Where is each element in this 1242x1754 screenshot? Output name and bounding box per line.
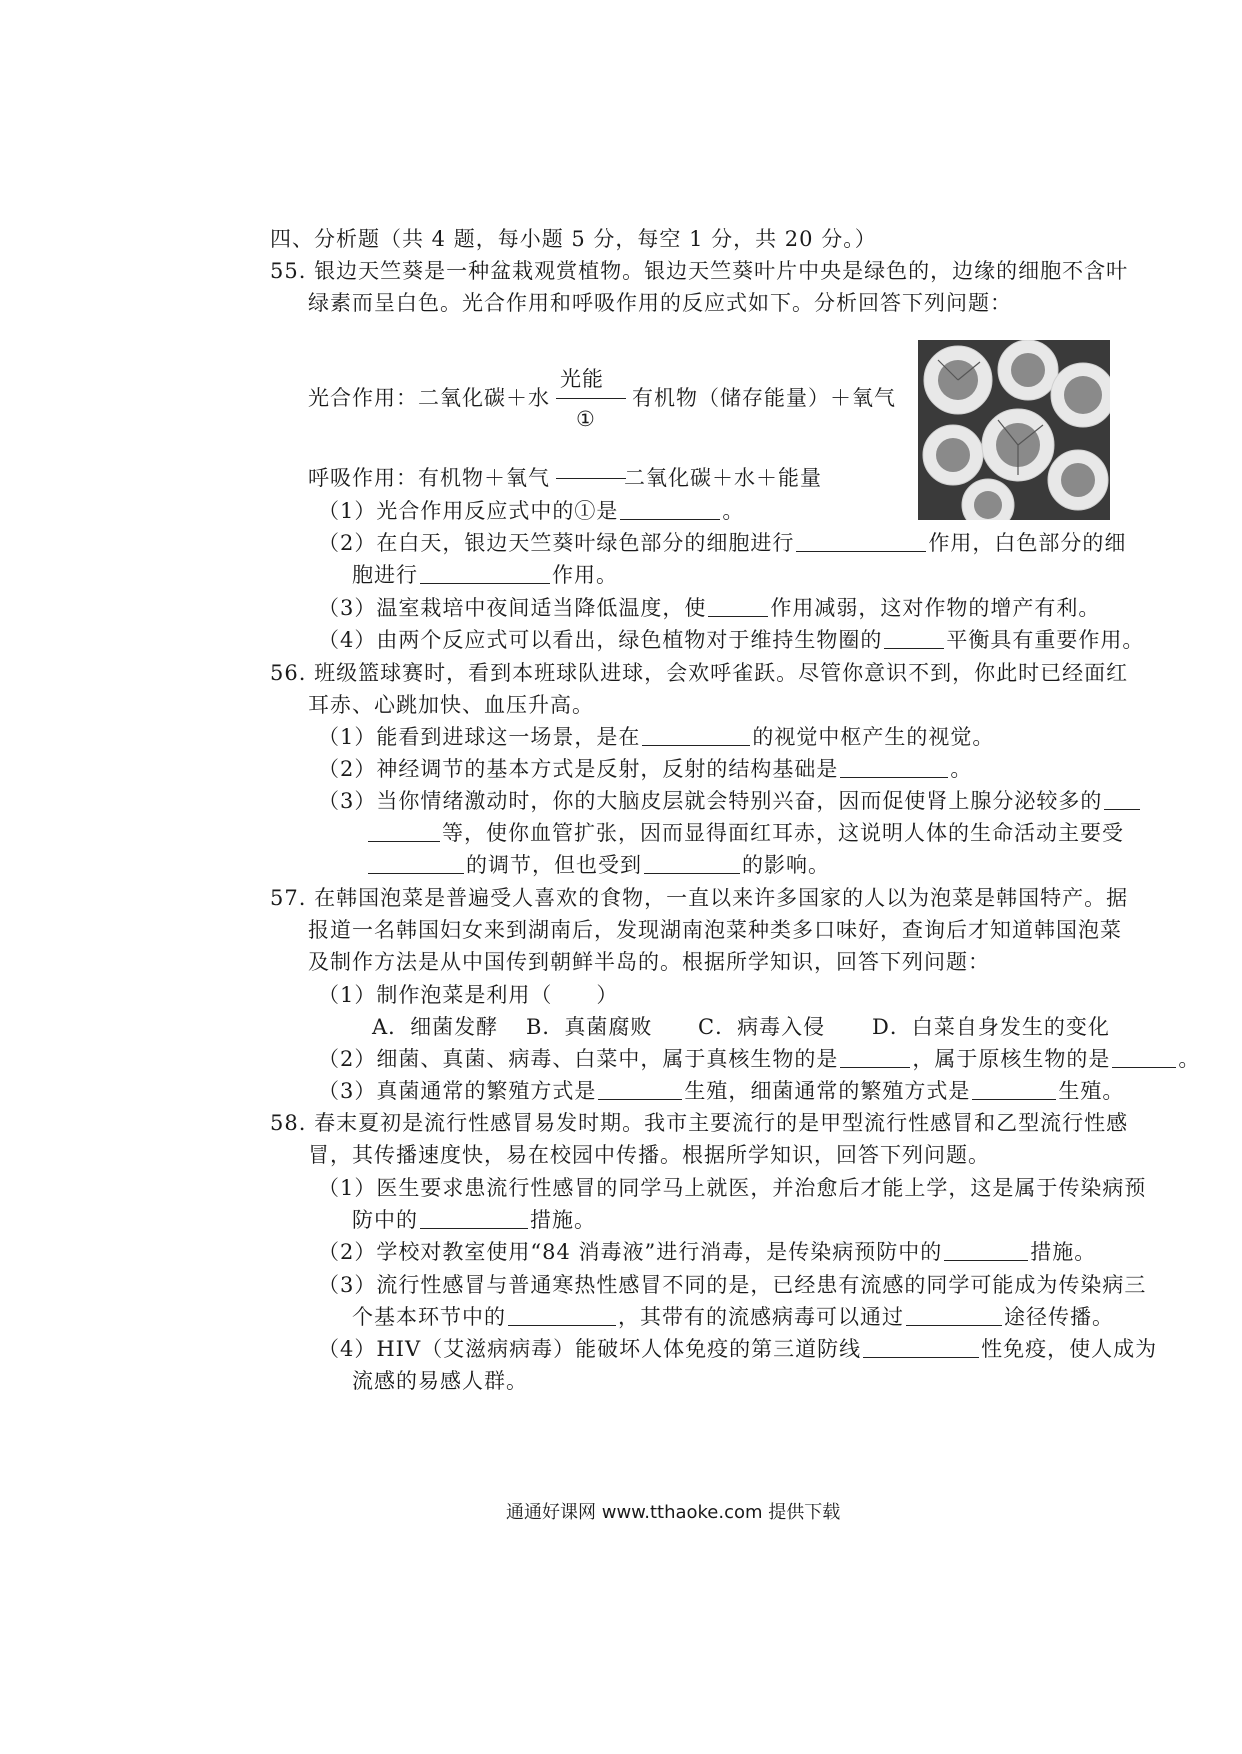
q58-part4-cont: 流感的易感人群。 [352, 1369, 528, 1393]
q55-stem-line1: 55. 银边天竺葵是一种盆栽观赏植物。银边天竺葵叶片中央是绿色的，边缘的细胞不含叶 [270, 259, 1129, 283]
q56-part3-mid: 等，使你血管扩张，因而显得面红耳赤，这说明人体的生命活动主要受 [442, 821, 1124, 845]
photosynthesis-left: 光合作用：二氧化碳＋水 [308, 386, 550, 410]
q58-part3-mid: ，其带有的流感病毒可以通过 [618, 1305, 904, 1329]
q57-option-c[interactable]: C．病毒入侵 [698, 1015, 826, 1039]
q57-part1: （1）制作泡菜是利用（ ） [318, 983, 619, 1007]
q57-option-d[interactable]: D．白菜自身发生的变化 [872, 1015, 1110, 1039]
q56-answer-blank-3a[interactable] [1104, 789, 1140, 810]
q58-answer-blank-2[interactable] [944, 1240, 1028, 1261]
q57-answer-blank-4[interactable] [972, 1079, 1056, 1100]
q56-stem-line1: 56. 班级篮球赛时，看到本班球队进球，会欢呼雀跃。尽管你意识不到，你此时已经面红 [270, 661, 1129, 685]
q58-answer-blank-3[interactable] [508, 1305, 616, 1326]
respiration-right: 二氧化碳＋水＋能量 [624, 466, 822, 490]
q55-stem-line2: 绿素而呈白色。光合作用和呼吸作用的反应式如下。分析回答下列问题： [308, 291, 1012, 315]
footer-download-credit: 通通好课网 www.tthaoke.com 提供下载 [506, 1502, 841, 1523]
q56-part2-text: （2）神经调节的基本方式是反射，反射的结构基础是 [318, 757, 839, 781]
q58-part1-cont-text: 防中的 [352, 1208, 418, 1232]
section-heading: 四、分析题（共 4 题，每小题 5 分，每空 1 分，共 20 分。） [270, 227, 877, 251]
q56-answer-blank-1[interactable] [642, 725, 750, 746]
photosynthesis-condition: 光能 [560, 367, 604, 391]
q55-answer-blank-4[interactable] [708, 596, 768, 617]
q57-stem-line2: 报道一名韩国妇女来到湖南后，发现湖南泡菜种类多口味好，查询后才知道韩国泡菜 [308, 918, 1122, 942]
q56-part3 [318, 786, 1142, 816]
q55-part2-cont-text: 胞进行 [352, 563, 418, 587]
q56-part3-text: （3）当你情绪激动时，你的大脑皮层就会特别兴奋，因而促使肾上腺分泌较多的 [318, 789, 1103, 813]
q55-answer-blank-2[interactable] [796, 531, 926, 552]
q56-answer-blank-3b[interactable] [368, 821, 440, 842]
q55-part2-mid: 作用，白色部分的细 [928, 531, 1127, 555]
q55-answer-blank-1[interactable] [620, 499, 720, 520]
q55-part1-text: （1）光合作用反应式中的①是 [318, 499, 619, 523]
q55-part2-cont [352, 560, 618, 590]
q55-answer-blank-5[interactable] [884, 628, 944, 649]
q57-option-b[interactable]: B．真菌腐败 [526, 1015, 653, 1039]
q58-part4-mid: 性免疫，使人成为 [981, 1337, 1158, 1361]
q58-answer-blank-5[interactable] [863, 1337, 979, 1358]
q57-part3-text: （3）真菌通常的繁殖方式是 [318, 1079, 597, 1103]
q55-part4 [318, 625, 1144, 655]
q57-part2 [318, 1044, 1200, 1074]
q55-part3-end: 作用减弱，这对作物的增产有利。 [770, 596, 1101, 620]
q57-part2-end: 。 [1178, 1047, 1201, 1071]
q58-part3-cont [352, 1302, 1114, 1332]
q56-part1-end: 的视觉中枢产生的视觉。 [752, 725, 995, 749]
q57-part2-mid: ，属于原核生物的是 [912, 1047, 1111, 1071]
q58-part1-cont [352, 1205, 596, 1235]
q58-part3: （3）流行性感冒与普通寒热性感冒不同的是，已经患有流感的同学可能成为传染病三 [318, 1273, 1147, 1297]
q58-answer-blank-4[interactable] [906, 1305, 1002, 1326]
q56-part1-text: （1）能看到进球这一场景，是在 [318, 725, 641, 749]
q58-stem-line1: 58. 春末夏初是流行性感冒易发时期。我市主要流行的是甲型流行性感冒和乙型流行性感 [270, 1111, 1129, 1135]
photosynthesis-arrow [556, 398, 626, 399]
q58-part2-text: （2）学校对教室使用“84 消毒液”进行消毒，是传染病预防中的 [318, 1240, 943, 1264]
q57-part3-mid: 生殖，细菌通常的繁殖方式是 [684, 1079, 971, 1103]
q58-part3-end: 途径传播。 [1004, 1305, 1114, 1329]
q57-part3 [318, 1076, 1124, 1106]
q58-part1: （1）医生要求患流行性感冒的同学马上就医，并治愈后才能上学，这是属于传染病预 [318, 1176, 1147, 1200]
geranium-photo [918, 340, 1110, 520]
q55-part4-end: 平衡具有重要作用。 [946, 628, 1145, 652]
q55-part3 [318, 593, 1100, 623]
q56-answer-blank-5[interactable] [644, 853, 740, 874]
q56-part3-cont2 [366, 850, 830, 880]
q57-answer-blank-3[interactable] [598, 1079, 682, 1100]
q56-part2 [318, 754, 972, 784]
q57-answer-blank-2[interactable] [1112, 1047, 1176, 1068]
q55-part2-text: （2）在白天，银边天竺葵叶绿色部分的细胞进行 [318, 531, 795, 555]
q55-part1 [318, 496, 744, 526]
q55-answer-blank-3[interactable] [420, 563, 550, 584]
q56-answer-blank-2[interactable] [840, 757, 948, 778]
q56-part3-mid2: 的调节，但也受到 [466, 853, 642, 877]
q56-part1 [318, 722, 994, 752]
q58-part3-cont-text: 个基本环节中的 [352, 1305, 506, 1329]
q56-answer-blank-4[interactable] [368, 853, 464, 874]
q58-part1-end: 措施。 [530, 1208, 596, 1232]
q57-part2-text: （2）细菌、真菌、病毒、白菜中，属于真核生物的是 [318, 1047, 839, 1071]
q56-stem-line2: 耳赤、心跳加快、血压升高。 [308, 693, 594, 717]
q58-part4 [318, 1334, 1157, 1364]
q56-part3-cont [366, 818, 1124, 848]
q57-answer-blank-1[interactable] [840, 1047, 910, 1068]
q58-part4-text: （4）HIV（艾滋病病毒）能破坏人体免疫的第三道防线 [318, 1337, 862, 1361]
q57-stem-line1: 57. 在韩国泡菜是普遍受人喜欢的食物，一直以来许多国家的人以为泡菜是韩国特产。据 [270, 886, 1129, 910]
q57-stem-line3: 及制作方法是从中国传到朝鲜半岛的。根据所学知识，回答下列问题： [308, 950, 990, 974]
q57-part3-end: 生殖。 [1058, 1079, 1125, 1103]
q55-part4-text: （4）由两个反应式可以看出，绿色植物对于维持生物圈的 [318, 628, 883, 652]
q57-option-a[interactable]: A．细菌发酵 [372, 1015, 499, 1039]
photosynthesis-right: 有机物（储存能量）＋氧气 [632, 386, 896, 410]
q58-answer-blank-1[interactable] [420, 1208, 528, 1229]
q58-part2-end: 措施。 [1030, 1240, 1097, 1264]
q55-part2-end: 作用。 [552, 563, 618, 587]
q58-part2 [318, 1237, 1096, 1267]
respiration-left: 呼吸作用：有机物＋氧气 [308, 466, 550, 490]
q55-part3-text: （3）温室栽培中夜间适当降低温度，使 [318, 596, 707, 620]
q55-part1-end: 。 [722, 499, 745, 523]
q56-part2-end: 。 [950, 757, 973, 781]
q56-part3-end: 的影响。 [742, 853, 830, 877]
q58-stem-line2: 冒，其传播速度快，易在校园中传播。根据所学知识，回答下列问题。 [308, 1143, 990, 1167]
q55-part2 [318, 528, 1126, 558]
photosynthesis-mark: ① [576, 407, 596, 431]
respiration-arrow [556, 478, 626, 479]
